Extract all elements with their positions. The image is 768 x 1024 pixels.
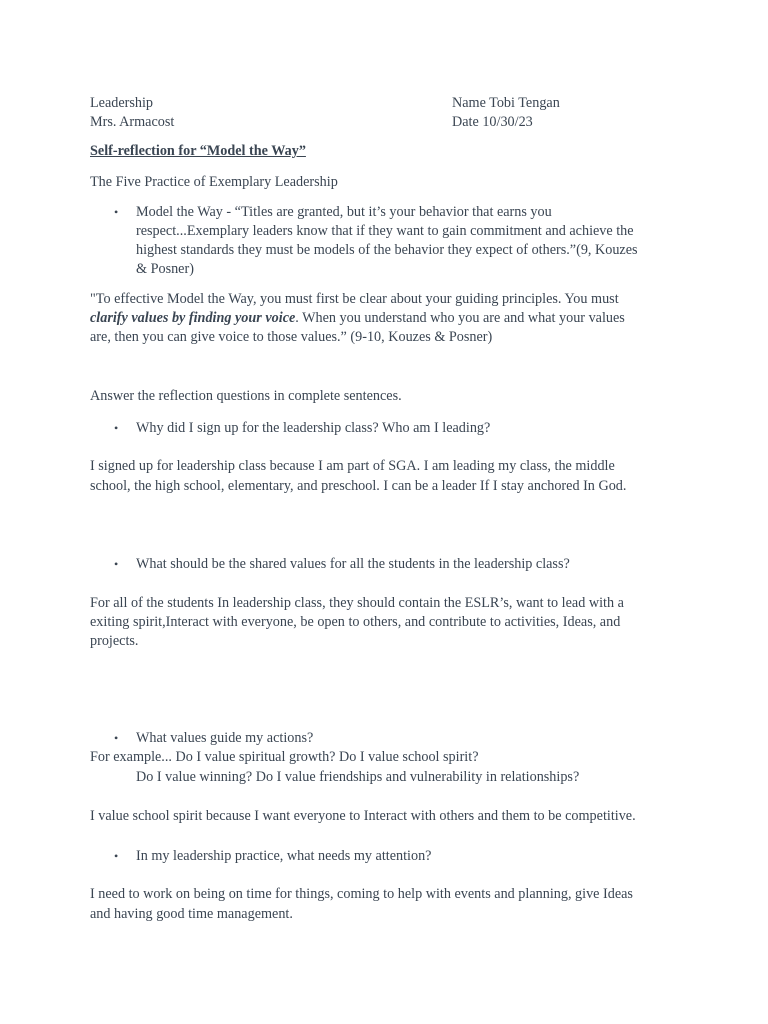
question-4: In my leadership practice, what needs my attention? <box>136 848 432 864</box>
assignment-date: Date 10/30/23 <box>452 114 533 130</box>
answer-1-line-2: school, the high school, elementary, and preschool. I can be a leader If I stay anchored In God. <box>90 478 627 494</box>
answer-2-line-3: projects. <box>90 633 139 649</box>
model-the-way-line-4: & Posner) <box>136 261 194 277</box>
quote-line-3: are, then you can give voice to those values.” (9-10, Kouzes & Posner) <box>90 329 493 345</box>
bullet-icon: • <box>114 421 119 435</box>
quote-line-2 <box>90 309 625 329</box>
answer-1-line-1: I signed up for leadership class because I am part of SGA. I am leading my class, the middle <box>90 458 615 474</box>
question-1: Why did I sign up for the leadership class? Who am I leading? <box>136 420 491 436</box>
model-the-way-line-3: highest standards they must be models of the behavior they expect of others.”(9, Kouzes <box>136 242 638 258</box>
answer-2-line-2: exiting spirit,Interact with everyone, be open to others, and contribute to activities, Ideas, and <box>90 614 621 630</box>
document-subtitle: The Five Practice of Exemplary Leadership <box>90 174 338 190</box>
quote-emphasis: clarify values by finding your voice <box>90 310 296 326</box>
model-the-way-line-1: Model the Way - “Titles are granted, but it’s your behavior that earns you <box>136 204 552 220</box>
instructions: Answer the reflection questions in complete sentences. <box>90 388 402 404</box>
document-title: Self-reflection for “Model the Way” <box>90 143 306 159</box>
answer-4-line-1: I need to work on being on time for things, coming to help with events and planning, give Ideas <box>90 886 633 902</box>
question-3-example-line-2: Do I value winning? Do I value friendships and vulnerability in relationships? <box>136 769 580 785</box>
question-3-example-line-1: For example... Do I value spiritual growth? Do I value school spirit? <box>90 749 479 765</box>
answer-4-line-2: and having good time management. <box>90 906 293 922</box>
bullet-icon: • <box>114 557 119 571</box>
question-2: What should be the shared values for all the students in the leadership class? <box>136 556 570 572</box>
teacher-name: Mrs. Armacost <box>90 114 175 130</box>
question-3: What values guide my actions? <box>136 730 314 746</box>
quote-line-1: "To effective Model the Way, you must first be clear about your guiding principles. You must <box>90 291 619 307</box>
bullet-icon: • <box>114 731 119 745</box>
answer-3: I value school spirit because I want everyone to Interact with others and them to be competitive. <box>90 808 636 824</box>
answer-2-line-1: For all of the students In leadership class, they should contain the ESLR’s, want to lead with a <box>90 595 624 611</box>
quote-line-2-rest: . When you understand who you are and what your values <box>295 310 625 326</box>
model-the-way-line-2: respect...Exemplary leaders know that if they want to gain commitment and achieve the <box>136 223 634 239</box>
bullet-icon: • <box>114 205 119 219</box>
course-name: Leadership <box>90 95 154 111</box>
bullet-icon: • <box>114 849 119 863</box>
student-name: Name Tobi Tengan <box>452 95 560 111</box>
